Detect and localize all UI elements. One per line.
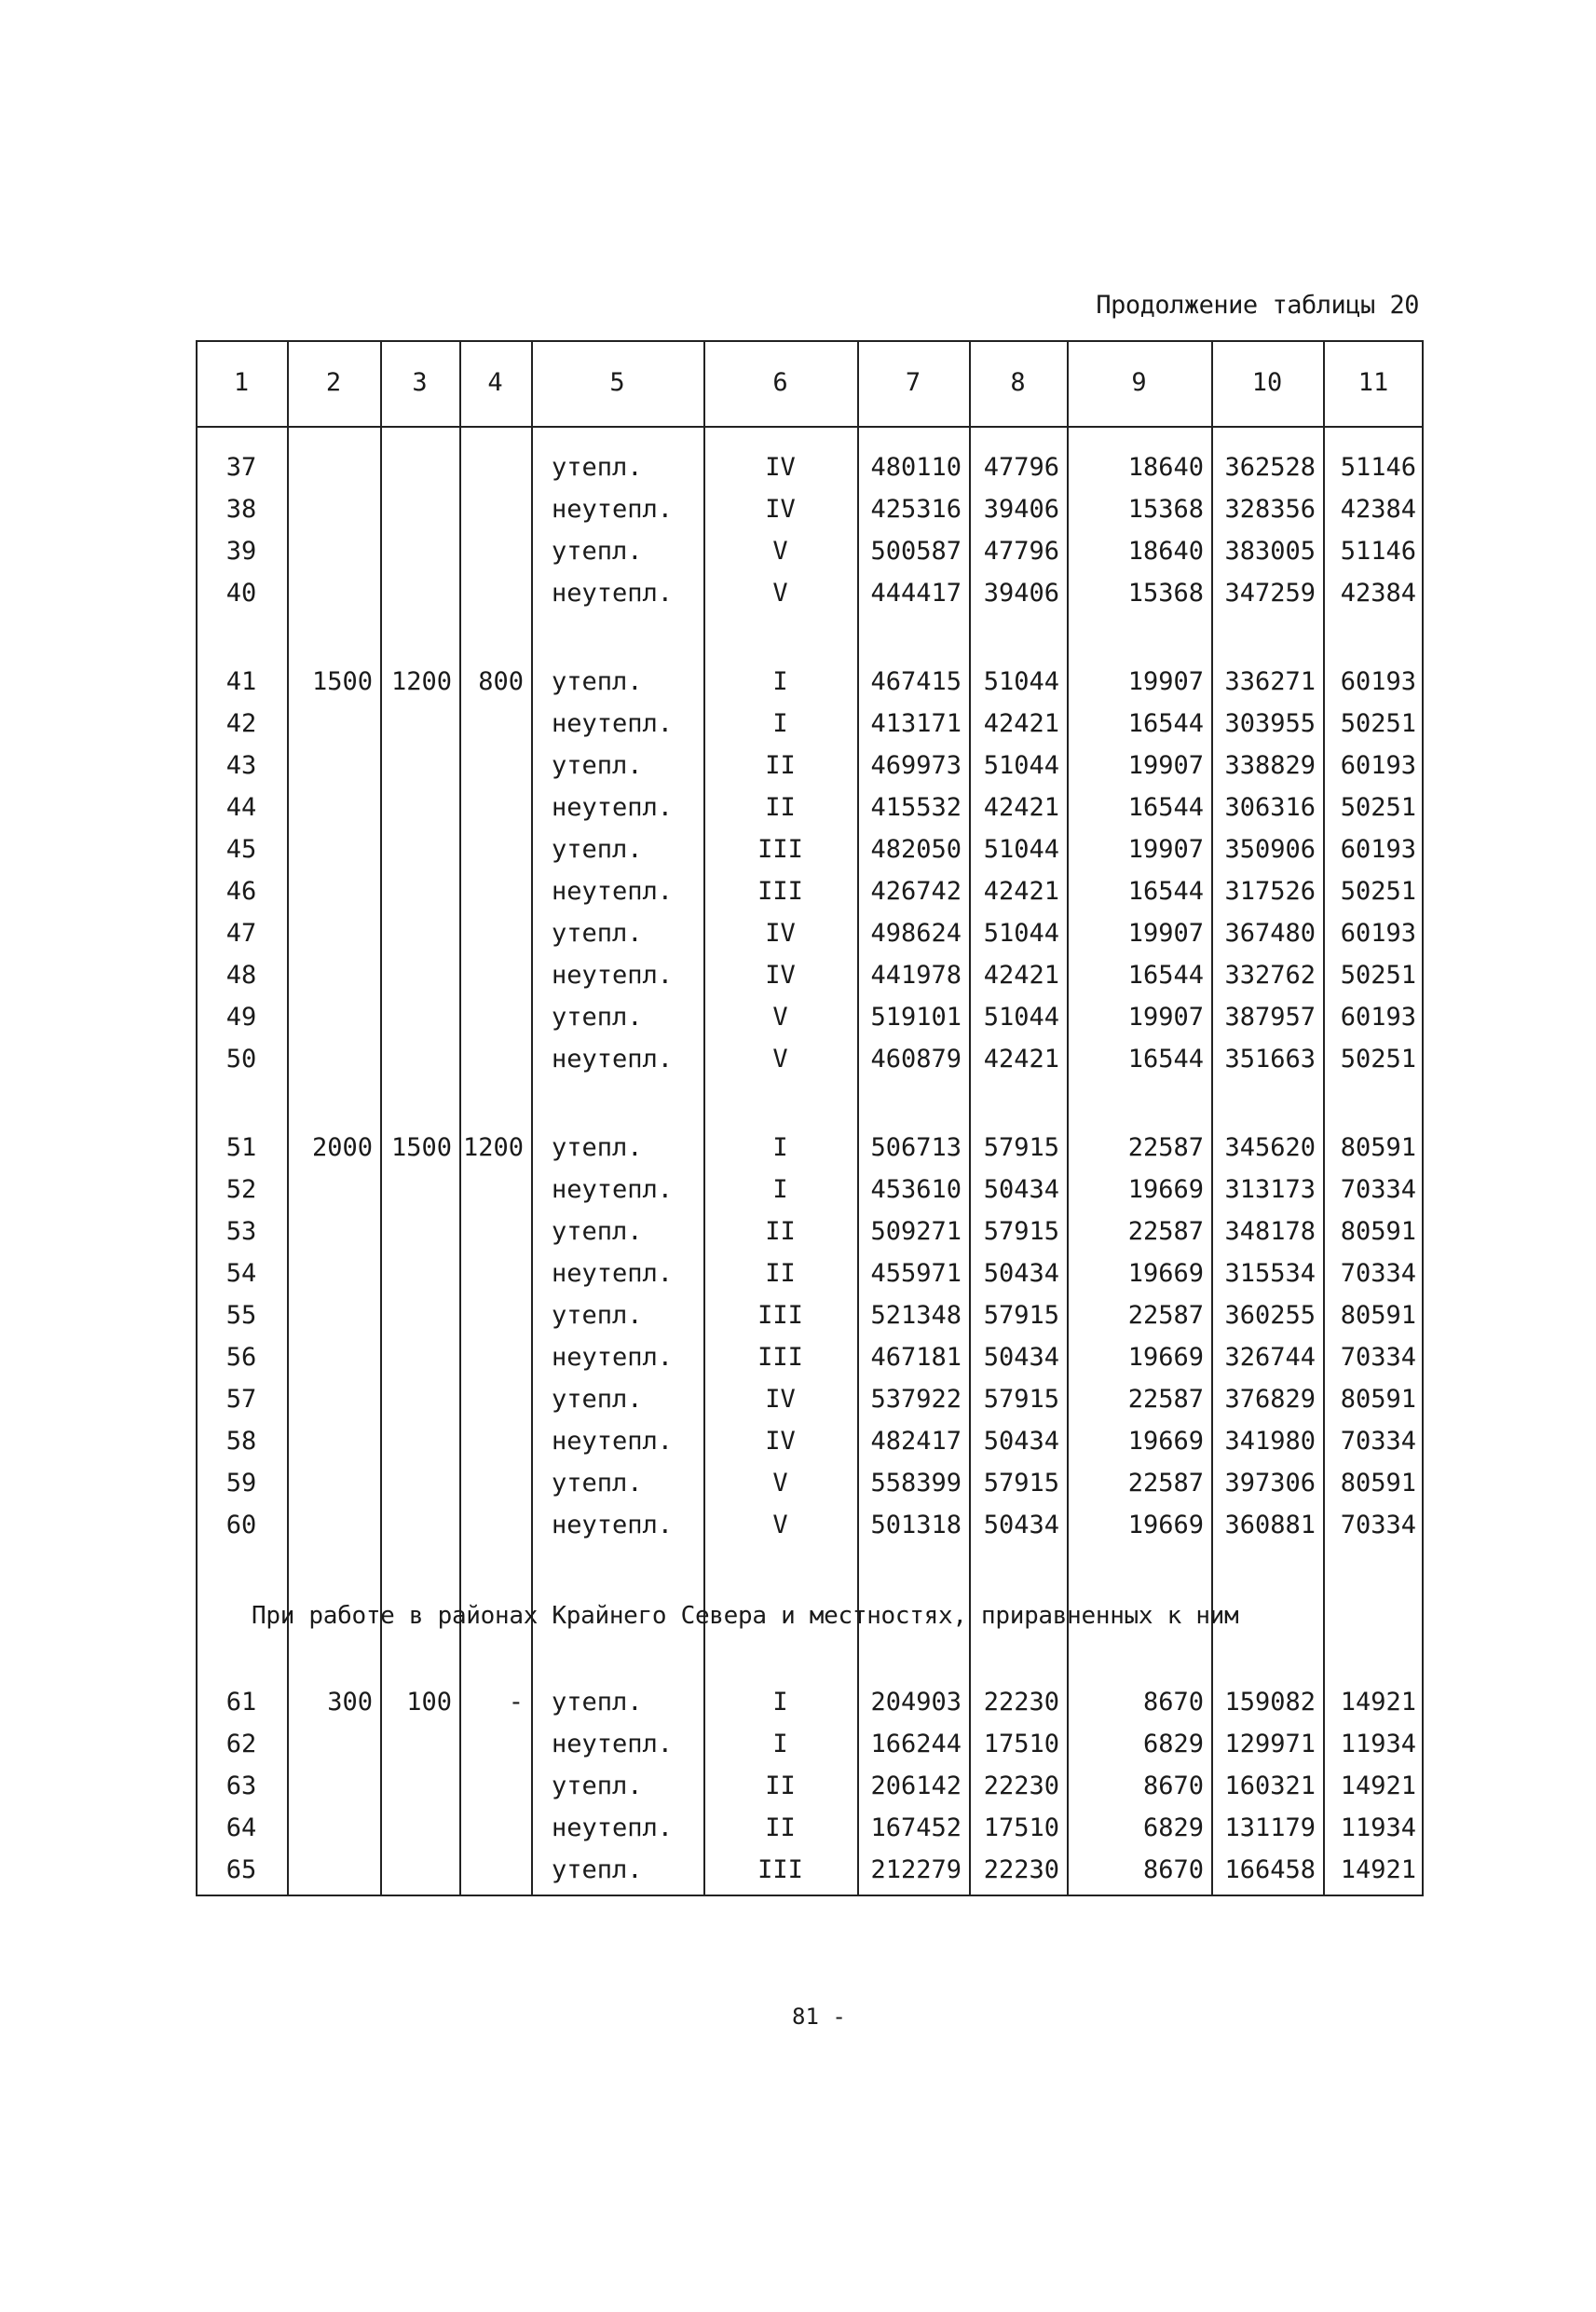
table-cell: 41 bbox=[225, 667, 257, 696]
table-cell: 345620 bbox=[1224, 1133, 1316, 1162]
table-cell: 16544 bbox=[1127, 793, 1204, 822]
table-cell: V bbox=[772, 1045, 788, 1074]
column-header: 3 bbox=[412, 368, 428, 397]
table-cell: I bbox=[772, 1688, 788, 1717]
table-cell: 53 bbox=[225, 1217, 257, 1246]
table-cell: IV bbox=[765, 495, 796, 524]
table-cell: утепл. bbox=[552, 1855, 643, 1884]
table-cell: 338829 bbox=[1224, 751, 1316, 780]
table-cell: 22587 bbox=[1127, 1133, 1204, 1162]
table-cell: неутепл. bbox=[552, 961, 674, 990]
table-cell: 70334 bbox=[1340, 1343, 1416, 1372]
column-header: 9 bbox=[1131, 368, 1147, 397]
column-header: 4 bbox=[487, 368, 503, 397]
table-cell: 50434 bbox=[983, 1343, 1059, 1372]
table-cell: 19907 bbox=[1127, 751, 1204, 780]
column-header: 2 bbox=[325, 368, 342, 397]
data-table bbox=[196, 340, 1424, 1896]
table-cell: 300 bbox=[327, 1688, 373, 1717]
table-cell: неутепл. bbox=[552, 1343, 674, 1372]
table-cell: 131179 bbox=[1224, 1813, 1316, 1842]
table-cell: 61 bbox=[225, 1688, 257, 1717]
table-cell: 47796 bbox=[983, 537, 1059, 566]
column-divider bbox=[703, 340, 705, 1896]
table-cell: 480110 bbox=[870, 453, 962, 482]
table-cell: 64 bbox=[225, 1813, 257, 1842]
table-cell: 537922 bbox=[870, 1385, 962, 1414]
table-cell: 54 bbox=[225, 1259, 257, 1288]
table-cell: 57915 bbox=[983, 1301, 1059, 1330]
table-cell: III bbox=[757, 1343, 803, 1372]
table-cell: неутепл. bbox=[552, 709, 674, 738]
table-cell: утепл. bbox=[552, 835, 643, 864]
table-cell: 129971 bbox=[1224, 1730, 1316, 1758]
table-cell: 19669 bbox=[1127, 1511, 1204, 1539]
table-cell: утепл. bbox=[552, 1217, 643, 1246]
table-cell: 39406 bbox=[983, 579, 1059, 608]
table-cell: III bbox=[757, 835, 803, 864]
table-cell: 57915 bbox=[983, 1217, 1059, 1246]
table-cell: 42 bbox=[225, 709, 257, 738]
table-cell: 51146 bbox=[1340, 537, 1416, 566]
column-divider bbox=[1211, 340, 1213, 1896]
table-cell: IV bbox=[765, 1427, 796, 1456]
table-cell: 70334 bbox=[1340, 1259, 1416, 1288]
table-cell: 70334 bbox=[1340, 1427, 1416, 1456]
table-cell: 80591 bbox=[1340, 1301, 1416, 1330]
table-cell: 467181 bbox=[870, 1343, 962, 1372]
table-cell: 6829 bbox=[1142, 1813, 1204, 1842]
table-cell: 43 bbox=[225, 751, 257, 780]
table-cell: неутепл. bbox=[552, 1259, 674, 1288]
table-cell: 16544 bbox=[1127, 877, 1204, 906]
table-cell: 22587 bbox=[1127, 1301, 1204, 1330]
table-cell: 57 bbox=[225, 1385, 257, 1414]
table-cell: 376829 bbox=[1224, 1385, 1316, 1414]
table-cell: 50434 bbox=[983, 1511, 1059, 1539]
table-cell: 37 bbox=[225, 453, 257, 482]
table-cell: 501318 bbox=[870, 1511, 962, 1539]
table-cell: II bbox=[765, 793, 796, 822]
table-cell: неутепл. bbox=[552, 1511, 674, 1539]
table-cell: 332762 bbox=[1224, 961, 1316, 990]
table-cell: III bbox=[757, 1301, 803, 1330]
table-cell: 14921 bbox=[1340, 1772, 1416, 1800]
table-cell: 455971 bbox=[870, 1259, 962, 1288]
table-cell: I bbox=[772, 1133, 788, 1162]
table-cell: неутепл. bbox=[552, 1813, 674, 1842]
table-cell: 50251 bbox=[1340, 1045, 1416, 1074]
column-divider bbox=[196, 340, 198, 1896]
table-cell: 50 bbox=[225, 1045, 257, 1074]
table-cell: 341980 bbox=[1224, 1427, 1316, 1456]
table-cell: 328356 bbox=[1224, 495, 1316, 524]
table-cell: неутепл. bbox=[552, 1045, 674, 1074]
table-cell: 60193 bbox=[1340, 751, 1416, 780]
table-cell: 313173 bbox=[1224, 1175, 1316, 1204]
table-cell: утепл. bbox=[552, 1772, 643, 1800]
table-cell: 160321 bbox=[1224, 1772, 1316, 1800]
table-cell: 60193 bbox=[1340, 835, 1416, 864]
table-cell: 19669 bbox=[1127, 1259, 1204, 1288]
table-cell: 482050 bbox=[870, 835, 962, 864]
table-cell: 59 bbox=[225, 1469, 257, 1498]
column-divider bbox=[857, 340, 859, 1896]
table-cell: утепл. bbox=[552, 1385, 643, 1414]
table-cell: 22587 bbox=[1127, 1469, 1204, 1498]
table-cell: 19669 bbox=[1127, 1175, 1204, 1204]
table-cell: V bbox=[772, 537, 788, 566]
table-cell: 55 bbox=[225, 1301, 257, 1330]
table-cell: V bbox=[772, 1511, 788, 1539]
table-cell: 348178 bbox=[1224, 1217, 1316, 1246]
table-cell: 6829 bbox=[1142, 1730, 1204, 1758]
table-cell: 80591 bbox=[1340, 1469, 1416, 1498]
table-cell: 50434 bbox=[983, 1175, 1059, 1204]
table-cell: 50434 bbox=[983, 1259, 1059, 1288]
table-cell: утепл. bbox=[552, 919, 643, 948]
table-cell: 19669 bbox=[1127, 1427, 1204, 1456]
table-cell: неутепл. bbox=[552, 1427, 674, 1456]
table-cell: 11934 bbox=[1340, 1730, 1416, 1758]
table-cell: V bbox=[772, 1003, 788, 1032]
table-cell: 49 bbox=[225, 1003, 257, 1032]
column-header: 8 bbox=[1010, 368, 1026, 397]
table-cell: 521348 bbox=[870, 1301, 962, 1330]
table-cell: 47 bbox=[225, 919, 257, 948]
table-cell: 303955 bbox=[1224, 709, 1316, 738]
table-cell: - bbox=[508, 1688, 524, 1717]
table-cell: 19907 bbox=[1127, 1003, 1204, 1032]
table-cell: 1500 bbox=[390, 1133, 452, 1162]
table-cell: 315534 bbox=[1224, 1259, 1316, 1288]
table-cell: 500587 bbox=[870, 537, 962, 566]
table-cell: утепл. bbox=[552, 453, 643, 482]
table-cell: 22230 bbox=[983, 1855, 1059, 1884]
table-cell: 57915 bbox=[983, 1469, 1059, 1498]
table-cell: 367480 bbox=[1224, 919, 1316, 948]
table-cell: II bbox=[765, 1259, 796, 1288]
table-cell: 506713 bbox=[870, 1133, 962, 1162]
table-cell: 558399 bbox=[870, 1469, 962, 1498]
table-cell: IV bbox=[765, 961, 796, 990]
column-header: 6 bbox=[772, 368, 788, 397]
table-cell: 415532 bbox=[870, 793, 962, 822]
table-cell: 413171 bbox=[870, 709, 962, 738]
table-cell: 360881 bbox=[1224, 1511, 1316, 1539]
table-cell: 469973 bbox=[870, 751, 962, 780]
table-cell: 51044 bbox=[983, 751, 1059, 780]
page-number: 81 - bbox=[792, 2004, 846, 2030]
column-header: 5 bbox=[609, 368, 625, 397]
table-cell: 441978 bbox=[870, 961, 962, 990]
table-cell: 51044 bbox=[983, 919, 1059, 948]
table-cell: 42384 bbox=[1340, 495, 1416, 524]
table-cell: 14921 bbox=[1340, 1855, 1416, 1884]
table-caption: Продолжение таблицы 20 bbox=[1096, 291, 1419, 320]
table-cell: 425316 bbox=[870, 495, 962, 524]
table-cell: 2000 bbox=[311, 1133, 373, 1162]
table-cell: 8670 bbox=[1142, 1855, 1204, 1884]
table-cell: утепл. bbox=[552, 537, 643, 566]
table-cell: 347259 bbox=[1224, 579, 1316, 608]
table-cell: 11934 bbox=[1340, 1813, 1416, 1842]
table-cell: 45 bbox=[225, 835, 257, 864]
table-cell: 18640 bbox=[1127, 537, 1204, 566]
table-cell: 482417 bbox=[870, 1427, 962, 1456]
table-cell: неутепл. bbox=[552, 1730, 674, 1758]
table-cell: 19907 bbox=[1127, 667, 1204, 696]
column-divider bbox=[380, 340, 382, 1896]
table-cell: 70334 bbox=[1340, 1511, 1416, 1539]
table-cell: 19669 bbox=[1127, 1343, 1204, 1372]
table-cell: неутепл. bbox=[552, 495, 674, 524]
table-cell: 48 bbox=[225, 961, 257, 990]
table-cell: 22230 bbox=[983, 1688, 1059, 1717]
table-cell: 16544 bbox=[1127, 709, 1204, 738]
table-cell: неутепл. bbox=[552, 793, 674, 822]
table-cell: 51044 bbox=[983, 667, 1059, 696]
table-cell: 16544 bbox=[1127, 1045, 1204, 1074]
table-cell: утепл. bbox=[552, 1301, 643, 1330]
table-cell: III bbox=[757, 877, 803, 906]
table-cell: 15368 bbox=[1127, 579, 1204, 608]
table-cell: 42421 bbox=[983, 1045, 1059, 1074]
table-cell: 52 bbox=[225, 1175, 257, 1204]
table-cell: 44 bbox=[225, 793, 257, 822]
table-cell: IV bbox=[765, 919, 796, 948]
table-cell: 19907 bbox=[1127, 919, 1204, 948]
table-cell: 326744 bbox=[1224, 1343, 1316, 1372]
table-cell: 38 bbox=[225, 495, 257, 524]
table-cell: 1500 bbox=[311, 667, 373, 696]
table-cell: 17510 bbox=[983, 1730, 1059, 1758]
table-cell: 360255 bbox=[1224, 1301, 1316, 1330]
table-cell: 56 bbox=[225, 1343, 257, 1372]
table-cell: 204903 bbox=[870, 1688, 962, 1717]
table-cell: 51044 bbox=[983, 1003, 1059, 1032]
table-cell: утепл. bbox=[552, 1688, 643, 1717]
table-cell: 351663 bbox=[1224, 1045, 1316, 1074]
table-cell: 51 bbox=[225, 1133, 257, 1162]
table-cell: 18640 bbox=[1127, 453, 1204, 482]
table-cell: 159082 bbox=[1224, 1688, 1316, 1717]
table-cell: утепл. bbox=[552, 1003, 643, 1032]
table-cell: 1200 bbox=[462, 1133, 524, 1162]
table-cell: 166244 bbox=[870, 1730, 962, 1758]
table-cell: 50434 bbox=[983, 1427, 1059, 1456]
table-cell: 80591 bbox=[1340, 1133, 1416, 1162]
table-cell: II bbox=[765, 1217, 796, 1246]
table-cell: 22587 bbox=[1127, 1385, 1204, 1414]
table-cell: неутепл. bbox=[552, 579, 674, 608]
table-cell: утепл. bbox=[552, 1133, 643, 1162]
table-cell: II bbox=[765, 1813, 796, 1842]
table-cell: 336271 bbox=[1224, 667, 1316, 696]
table-cell: 57915 bbox=[983, 1385, 1059, 1414]
table-cell: 453610 bbox=[870, 1175, 962, 1204]
table-cell: 65 bbox=[225, 1855, 257, 1884]
table-cell: 383005 bbox=[1224, 537, 1316, 566]
table-cell: неутепл. bbox=[552, 1175, 674, 1204]
table-cell: 350906 bbox=[1224, 835, 1316, 864]
table-cell: 50251 bbox=[1340, 961, 1416, 990]
table-cell: 306316 bbox=[1224, 793, 1316, 822]
table-cell: 60193 bbox=[1340, 667, 1416, 696]
table-cell: 22587 bbox=[1127, 1217, 1204, 1246]
table-cell: 46 bbox=[225, 877, 257, 906]
table-cell: 498624 bbox=[870, 919, 962, 948]
table-cell: 40 bbox=[225, 579, 257, 608]
table-cell: 460879 bbox=[870, 1045, 962, 1074]
table-cell: 8670 bbox=[1142, 1772, 1204, 1800]
column-header: 10 bbox=[1251, 368, 1283, 397]
table-cell: 63 bbox=[225, 1772, 257, 1800]
table-cell: 444417 bbox=[870, 579, 962, 608]
table-cell: 60193 bbox=[1340, 919, 1416, 948]
table-cell: 17510 bbox=[983, 1813, 1059, 1842]
table-cell: 80591 bbox=[1340, 1385, 1416, 1414]
column-divider bbox=[1422, 340, 1424, 1896]
table-cell: 212279 bbox=[870, 1855, 962, 1884]
table-cell: I bbox=[772, 667, 788, 696]
table-cell: неутепл. bbox=[552, 877, 674, 906]
table-cell: 426742 bbox=[870, 877, 962, 906]
table-cell: 100 bbox=[406, 1688, 452, 1717]
table-cell: V bbox=[772, 1469, 788, 1498]
column-header: 7 bbox=[905, 368, 921, 397]
table-cell: 19907 bbox=[1127, 835, 1204, 864]
table-cell: 8670 bbox=[1142, 1688, 1204, 1717]
column-divider bbox=[969, 340, 971, 1896]
table-cell: 50251 bbox=[1340, 793, 1416, 822]
table-cell: II bbox=[765, 751, 796, 780]
table-cell: 800 bbox=[478, 667, 524, 696]
table-cell: 167452 bbox=[870, 1813, 962, 1842]
column-divider bbox=[1067, 340, 1069, 1896]
table-cell: 42421 bbox=[983, 877, 1059, 906]
table-cell: IV bbox=[765, 453, 796, 482]
table-cell: 50251 bbox=[1340, 877, 1416, 906]
column-header: 1 bbox=[233, 368, 250, 397]
table-cell: 62 bbox=[225, 1730, 257, 1758]
table-cell: 50251 bbox=[1340, 709, 1416, 738]
table-cell: 397306 bbox=[1224, 1469, 1316, 1498]
table-cell: I bbox=[772, 709, 788, 738]
table-cell: 519101 bbox=[870, 1003, 962, 1032]
table-cell: 467415 bbox=[870, 667, 962, 696]
table-cell: 22230 bbox=[983, 1772, 1059, 1800]
table-cell: 70334 bbox=[1340, 1175, 1416, 1204]
table-cell: II bbox=[765, 1772, 796, 1800]
column-divider bbox=[531, 340, 533, 1896]
table-cell: 80591 bbox=[1340, 1217, 1416, 1246]
table-cell: 60 bbox=[225, 1511, 257, 1539]
table-cell: 166458 bbox=[1224, 1855, 1316, 1884]
table-cell: 39 bbox=[225, 537, 257, 566]
table-cell: 47796 bbox=[983, 453, 1059, 482]
table-cell: 39406 bbox=[983, 495, 1059, 524]
column-divider bbox=[459, 340, 461, 1896]
column-header: 11 bbox=[1357, 368, 1389, 397]
table-cell: 57915 bbox=[983, 1133, 1059, 1162]
table-cell: 51146 bbox=[1340, 453, 1416, 482]
table-cell: 58 bbox=[225, 1427, 257, 1456]
table-cell: 206142 bbox=[870, 1772, 962, 1800]
table-cell: 42384 bbox=[1340, 579, 1416, 608]
table-cell: 60193 bbox=[1340, 1003, 1416, 1032]
column-divider bbox=[1323, 340, 1325, 1896]
table-cell: I bbox=[772, 1175, 788, 1204]
table-cell: 16544 bbox=[1127, 961, 1204, 990]
table-cell: 14921 bbox=[1340, 1688, 1416, 1717]
table-cell: V bbox=[772, 579, 788, 608]
table-cell: 509271 bbox=[870, 1217, 962, 1246]
table-cell: IV bbox=[765, 1385, 796, 1414]
table-cell: 42421 bbox=[983, 709, 1059, 738]
table-cell: I bbox=[772, 1730, 788, 1758]
table-cell: 1200 bbox=[390, 667, 452, 696]
column-divider bbox=[287, 340, 289, 1896]
table-cell: 15368 bbox=[1127, 495, 1204, 524]
table-cell: утепл. bbox=[552, 751, 643, 780]
section-note: При работе в районах Крайнего Севера и местностях, приравненных к ним bbox=[252, 1602, 1239, 1630]
table-cell: 51044 bbox=[983, 835, 1059, 864]
table-cell: III bbox=[757, 1855, 803, 1884]
table-cell: 317526 bbox=[1224, 877, 1316, 906]
table-cell: утепл. bbox=[552, 667, 643, 696]
table-cell: 387957 bbox=[1224, 1003, 1316, 1032]
table-cell: 42421 bbox=[983, 793, 1059, 822]
table-cell: утепл. bbox=[552, 1469, 643, 1498]
table-cell: 42421 bbox=[983, 961, 1059, 990]
table-cell: 362528 bbox=[1224, 453, 1316, 482]
